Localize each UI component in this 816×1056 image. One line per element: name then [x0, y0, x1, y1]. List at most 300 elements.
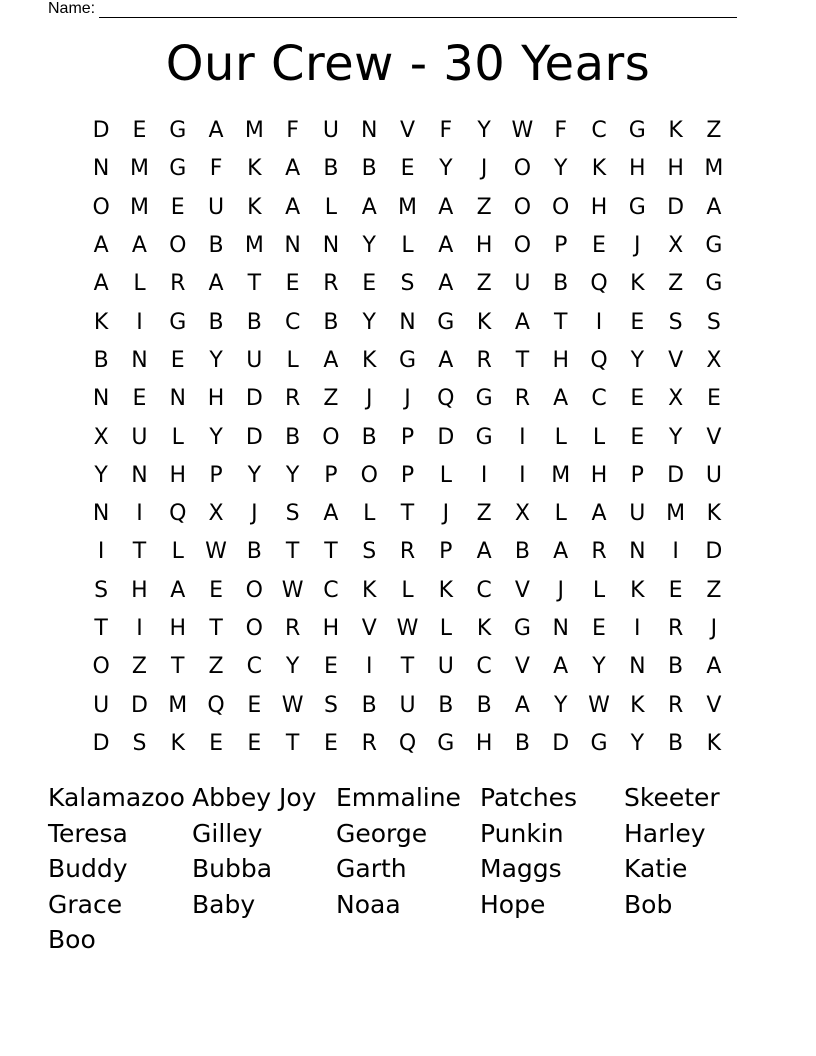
grid-letter[interactable]: B	[285, 424, 301, 450]
grid-letter[interactable]: U	[322, 118, 339, 144]
grid-letter[interactable]: G	[475, 386, 493, 412]
grid-letter[interactable]: B	[553, 271, 569, 297]
grid-letter[interactable]: L	[363, 501, 376, 527]
grid-letter[interactable]: B	[476, 692, 492, 718]
grid-letter[interactable]: S	[362, 539, 377, 565]
grid-letter[interactable]: B	[208, 233, 224, 259]
grid-letter[interactable]: U	[705, 462, 722, 488]
grid-letter[interactable]: Z	[208, 654, 224, 680]
grid-letter[interactable]: K	[476, 309, 492, 335]
grid-letter[interactable]: E	[132, 386, 147, 412]
grid-letter[interactable]: V	[514, 654, 530, 680]
grid-letter[interactable]: Y	[209, 347, 223, 373]
grid-letter[interactable]: M	[129, 156, 149, 182]
grid-letter[interactable]: M	[129, 194, 149, 220]
grid-letter[interactable]: A	[438, 194, 454, 220]
grid-letter[interactable]: N	[169, 386, 186, 412]
grid-letter[interactable]: F	[439, 118, 453, 144]
grid-letter[interactable]: X	[706, 347, 722, 373]
grid-letter[interactable]: M	[244, 233, 264, 259]
grid-letter[interactable]: I	[97, 539, 105, 565]
grid-letter[interactable]: D	[667, 194, 685, 220]
grid-letter[interactable]: A	[170, 577, 186, 603]
grid-letter[interactable]: K	[170, 730, 185, 756]
grid-letter[interactable]: H	[475, 233, 493, 259]
grid-letter[interactable]: G	[169, 118, 187, 144]
grid-letter[interactable]: C	[591, 118, 607, 144]
grid-letter[interactable]: T	[285, 539, 300, 565]
grid-letter[interactable]: H	[667, 156, 684, 182]
grid-letter[interactable]: A	[93, 271, 109, 297]
grid-letter[interactable]: W	[205, 539, 227, 565]
grid-letter[interactable]: E	[285, 271, 300, 297]
grid-letter[interactable]: V	[668, 347, 684, 373]
grid-letter[interactable]: E	[323, 730, 338, 756]
grid-letter[interactable]: O	[169, 233, 187, 259]
grid-letter[interactable]: Z	[131, 654, 147, 680]
grid-letter[interactable]: P	[554, 233, 568, 259]
grid-letter[interactable]: Y	[553, 692, 568, 718]
grid-letter[interactable]: H	[475, 730, 493, 756]
grid-letter[interactable]: Z	[706, 118, 722, 144]
grid-letter[interactable]: F	[286, 118, 299, 144]
grid-letter[interactable]: B	[361, 424, 377, 450]
grid-letter[interactable]: K	[630, 271, 645, 297]
grid-letter[interactable]: B	[361, 156, 377, 182]
grid-letter[interactable]: N	[92, 156, 110, 182]
grid-letter[interactable]: Q	[207, 692, 225, 718]
grid-letter[interactable]: R	[514, 386, 531, 412]
grid-letter[interactable]: S	[706, 309, 721, 335]
grid-letter[interactable]: T	[209, 616, 223, 641]
grid-letter[interactable]: D	[130, 692, 148, 718]
grid-letter[interactable]: P	[324, 462, 338, 488]
grid-letter[interactable]: R	[476, 347, 492, 373]
grid-letter[interactable]: R	[323, 271, 339, 297]
grid-letter[interactable]: N	[322, 233, 340, 259]
grid-letter[interactable]: E	[630, 424, 645, 450]
grid-letter[interactable]: L	[324, 194, 338, 220]
grid-letter[interactable]: N	[131, 462, 148, 488]
grid-letter[interactable]: A	[285, 194, 301, 220]
grid-letter[interactable]: C	[284, 309, 301, 335]
grid-letter[interactable]: O	[552, 194, 570, 220]
grid-letter[interactable]: E	[209, 730, 223, 756]
grid-letter[interactable]: A	[706, 194, 722, 220]
grid-letter[interactable]: G	[513, 616, 531, 641]
grid-letter[interactable]: G	[398, 347, 417, 373]
grid-letter[interactable]: U	[131, 424, 148, 450]
name-write-line[interactable]	[99, 1, 737, 18]
grid-letter[interactable]: U	[514, 271, 531, 297]
grid-letter[interactable]: E	[247, 730, 262, 756]
grid-letter[interactable]: P	[209, 462, 223, 488]
grid-letter[interactable]: L	[592, 577, 606, 603]
grid-letter[interactable]: T	[132, 539, 147, 565]
grid-letter[interactable]: J	[480, 156, 488, 182]
grid-letter[interactable]: E	[400, 156, 415, 182]
grid-letter[interactable]: O	[92, 194, 110, 220]
grid-letter[interactable]: S	[285, 501, 300, 527]
grid-letter[interactable]: L	[554, 424, 567, 450]
grid-letter[interactable]: Q	[398, 730, 417, 756]
grid-letter[interactable]: Q	[590, 271, 608, 297]
grid-letter[interactable]: Y	[553, 156, 568, 182]
grid-letter[interactable]: E	[668, 577, 683, 603]
grid-letter[interactable]: S	[94, 577, 109, 603]
grid-letter[interactable]: D	[92, 118, 110, 144]
grid-letter[interactable]: K	[362, 347, 377, 373]
grid-letter[interactable]: A	[131, 233, 147, 259]
grid-letter[interactable]: U	[629, 501, 646, 527]
grid-letter[interactable]: A	[285, 156, 301, 182]
grid-letter[interactable]: G	[705, 271, 723, 297]
word-list-item: Bubba	[192, 854, 273, 883]
grid-letter[interactable]: N	[92, 386, 110, 412]
grid-letter[interactable]: G	[628, 118, 646, 144]
grid-letter[interactable]: K	[247, 194, 262, 220]
grid-letter[interactable]: J	[251, 501, 258, 527]
grid-letter[interactable]: J	[442, 501, 450, 527]
grid-letter[interactable]: L	[592, 424, 606, 450]
grid-letter[interactable]: G	[705, 233, 723, 259]
grid-letter[interactable]: Q	[437, 386, 455, 412]
grid-letter[interactable]: Y	[439, 156, 453, 182]
grid-letter[interactable]: X	[208, 501, 224, 527]
grid-letter[interactable]: Z	[476, 194, 492, 220]
grid-letter[interactable]: C	[591, 386, 607, 412]
grid-letter[interactable]: Y	[630, 730, 645, 756]
grid-letter[interactable]: J	[710, 616, 718, 641]
grid-letter[interactable]: Y	[247, 462, 262, 488]
word-list-item: Garth	[336, 854, 407, 883]
grid-letter[interactable]: B	[323, 309, 339, 335]
word-list-item: Punkin	[480, 818, 564, 848]
grid-letter[interactable]: Z	[476, 271, 492, 297]
grid-letter[interactable]: O	[245, 616, 263, 641]
grid-letter[interactable]: L	[439, 462, 452, 488]
grid-letter[interactable]: K	[362, 577, 377, 603]
grid-letter[interactable]: W	[588, 692, 610, 718]
grid-letter[interactable]: R	[667, 616, 684, 641]
grid-letter[interactable]: D	[705, 539, 723, 565]
grid-letter[interactable]: B	[668, 654, 684, 680]
grid-letter[interactable]: I	[136, 501, 143, 527]
grid-letter[interactable]: Y	[362, 233, 376, 259]
grid-letter[interactable]: A	[323, 501, 339, 527]
grid-letter[interactable]: B	[246, 309, 262, 335]
grid-letter[interactable]: W	[511, 118, 534, 144]
grid-letter[interactable]: E	[170, 194, 185, 220]
grid-letter[interactable]: E	[592, 233, 606, 259]
grid-letter[interactable]: T	[553, 309, 568, 335]
grid-letter[interactable]: X	[93, 424, 109, 450]
grid-letter[interactable]: A	[208, 271, 224, 297]
grid-letter[interactable]: D	[245, 424, 263, 450]
grid-letter[interactable]: Y	[285, 462, 300, 488]
grid-letter[interactable]: S	[132, 730, 147, 756]
grid-letter[interactable]: D	[92, 730, 110, 756]
grid-letter[interactable]: N	[92, 501, 110, 527]
grid-letter[interactable]: E	[630, 386, 645, 412]
grid-letter[interactable]: N	[360, 118, 378, 144]
grid-letter[interactable]: E	[209, 577, 223, 603]
grid-letter[interactable]: J	[634, 233, 641, 259]
grid-letter[interactable]: E	[170, 347, 185, 373]
grid-letter[interactable]: Z	[706, 577, 722, 603]
grid-letter[interactable]: R	[284, 386, 301, 412]
grid-letter[interactable]: L	[171, 424, 184, 450]
word-list-item: Emmaline	[336, 783, 461, 812]
grid-letter[interactable]: L	[133, 271, 146, 297]
grid-letter[interactable]: O	[513, 156, 532, 182]
grid-letter[interactable]: N	[552, 616, 569, 641]
grid-row	[82, 610, 734, 648]
grid-letter[interactable]: A	[514, 309, 530, 335]
grid-letter[interactable]: K	[706, 501, 722, 527]
grid-letter[interactable]: O	[92, 654, 110, 680]
grid-letter[interactable]: V	[706, 692, 722, 718]
grid-letter[interactable]: N	[629, 654, 646, 680]
grid-letter[interactable]: Y	[668, 424, 683, 450]
grid-letter[interactable]: P	[400, 424, 415, 450]
grid-letter[interactable]: C	[476, 577, 492, 603]
grid-letter[interactable]: A	[476, 539, 492, 565]
grid-letter[interactable]: U	[207, 194, 225, 220]
grid-letter[interactable]: Y	[592, 654, 606, 680]
grid-letter[interactable]: H	[322, 616, 340, 641]
grid-letter[interactable]: E	[323, 654, 338, 680]
grid-letter[interactable]: R	[361, 730, 377, 756]
grid-letter[interactable]: O	[245, 577, 263, 603]
grid-letter[interactable]: M	[551, 462, 571, 488]
grid-letter[interactable]: N	[131, 347, 148, 373]
grid-letter[interactable]: R	[591, 539, 607, 565]
grid-letter[interactable]: Q	[590, 347, 608, 373]
grid-letter[interactable]: H	[590, 462, 608, 488]
grid-letter[interactable]: G	[590, 730, 608, 756]
grid-letter[interactable]: S	[668, 309, 683, 335]
grid-letter[interactable]: W	[281, 692, 304, 718]
grid-letter[interactable]: Z	[476, 501, 492, 527]
grid-letter[interactable]: B	[438, 692, 454, 718]
grid-letter[interactable]: I	[519, 462, 526, 488]
grid-letter[interactable]: H	[207, 386, 225, 412]
grid-letter[interactable]: M	[168, 692, 188, 718]
grid-letter[interactable]: Z	[668, 271, 684, 297]
grid-letter[interactable]: C	[476, 654, 492, 680]
grid-letter[interactable]: W	[396, 616, 419, 641]
grid-letter[interactable]: K	[591, 156, 607, 182]
grid-letter[interactable]: L	[401, 233, 414, 259]
grid-letter[interactable]: U	[399, 692, 416, 718]
grid-letter[interactable]: I	[519, 424, 526, 450]
grid-letter[interactable]: X	[514, 501, 530, 527]
grid-letter[interactable]: L	[401, 577, 414, 603]
grid-letter[interactable]: A	[438, 347, 454, 373]
grid-row	[82, 495, 734, 533]
grid-letter[interactable]: K	[247, 156, 262, 182]
grid-letter[interactable]: B	[514, 730, 530, 756]
grid-letter[interactable]: G	[437, 730, 455, 756]
grid-letter[interactable]: E	[630, 309, 645, 335]
grid-letter[interactable]: I	[136, 616, 143, 641]
grid-letter[interactable]: I	[136, 309, 143, 335]
grid-letter[interactable]: O	[513, 194, 532, 220]
grid-letter[interactable]: E	[247, 692, 262, 718]
grid-letter[interactable]: I	[365, 654, 373, 680]
grid-letter[interactable]: V	[706, 424, 722, 450]
grid-letter[interactable]: J	[404, 386, 411, 412]
grid-letter[interactable]: A	[706, 654, 722, 680]
grid-letter[interactable]: L	[286, 347, 299, 373]
grid-letter[interactable]: D	[437, 424, 455, 450]
grid-letter[interactable]: U	[93, 692, 110, 718]
grid-letter[interactable]: G	[169, 309, 187, 335]
grid-letter[interactable]: P	[439, 539, 453, 565]
grid-letter[interactable]: I	[595, 309, 603, 335]
grid-letter[interactable]: H	[131, 577, 148, 603]
grid-letter[interactable]: P	[630, 462, 644, 488]
grid-letter[interactable]: T	[247, 271, 262, 297]
grid-letter[interactable]: B	[361, 692, 377, 718]
grid-letter[interactable]: X	[668, 233, 684, 259]
grid-letter[interactable]: A	[208, 118, 224, 144]
grid-letter[interactable]: R	[284, 616, 301, 641]
grid-letter[interactable]: M	[244, 118, 264, 144]
grid-letter[interactable]: A	[591, 501, 607, 527]
grid-letter[interactable]: E	[706, 386, 721, 412]
grid-letter[interactable]: D	[667, 462, 685, 488]
grid-letter[interactable]: R	[399, 539, 416, 565]
grid-letter[interactable]: Z	[323, 386, 339, 412]
grid-letter[interactable]: M	[704, 156, 724, 182]
grid-letter[interactable]: P	[400, 462, 415, 488]
grid-letter[interactable]: R	[170, 271, 186, 297]
grid-letter[interactable]: G	[475, 424, 493, 450]
grid-letter[interactable]: F	[209, 156, 223, 182]
grid-letter[interactable]: K	[93, 309, 109, 335]
grid-letter[interactable]: C	[246, 654, 263, 680]
grid-letter[interactable]: I	[672, 539, 679, 565]
grid-letter[interactable]: M	[666, 501, 686, 527]
grid-letter[interactable]: H	[629, 156, 646, 182]
grid-letter[interactable]: A	[438, 233, 454, 259]
grid-letter[interactable]: Q	[169, 501, 187, 527]
grid-letter[interactable]: A	[438, 271, 454, 297]
grid-letter[interactable]: G	[437, 309, 455, 335]
grid-letter[interactable]: Y	[630, 347, 645, 373]
grid-letter[interactable]: B	[93, 347, 109, 373]
grid-letter[interactable]: N	[399, 309, 416, 335]
grid-letter[interactable]: B	[514, 539, 530, 565]
grid-letter[interactable]: I	[634, 616, 641, 641]
grid-letter[interactable]: T	[324, 539, 338, 565]
grid-letter[interactable]: M	[398, 194, 418, 220]
grid-letter[interactable]: Y	[209, 424, 223, 450]
grid-letter[interactable]: B	[668, 730, 684, 756]
grid-letter[interactable]: H	[169, 462, 187, 488]
grid-letter[interactable]: L	[171, 539, 184, 565]
grid-letter[interactable]: T	[400, 501, 415, 527]
grid-letter[interactable]: V	[361, 616, 377, 641]
grid-letter[interactable]: H	[590, 194, 608, 220]
grid-letter[interactable]: A	[514, 692, 530, 718]
grid-letter[interactable]: N	[629, 539, 646, 565]
grid-letter[interactable]: A	[93, 233, 109, 259]
grid-letter[interactable]: A	[553, 654, 569, 680]
grid-letter[interactable]: X	[668, 386, 684, 412]
grid-letter[interactable]: E	[132, 118, 147, 144]
grid-letter[interactable]: K	[476, 616, 492, 641]
grid-letter[interactable]: J	[365, 386, 373, 412]
grid-letter[interactable]: T	[400, 654, 415, 680]
grid-letter[interactable]: G	[169, 156, 187, 182]
grid-letter[interactable]: G	[628, 194, 646, 220]
grid-letter[interactable]: Y	[285, 654, 300, 680]
grid-letter[interactable]: S	[323, 692, 338, 718]
grid-letter[interactable]: D	[245, 386, 263, 412]
grid-letter[interactable]: H	[552, 347, 569, 373]
grid-letter[interactable]: S	[400, 271, 415, 297]
grid-letter[interactable]: K	[438, 577, 454, 603]
grid-row	[82, 150, 734, 188]
grid-letter[interactable]: W	[281, 577, 304, 603]
grid-letter[interactable]: K	[706, 730, 722, 756]
grid-letter[interactable]: Y	[477, 118, 491, 144]
grid-letter[interactable]: O	[513, 233, 532, 259]
grid-letter[interactable]: T	[285, 730, 300, 756]
grid-letter[interactable]: A	[361, 194, 377, 220]
grid-letter[interactable]: E	[362, 271, 377, 297]
grid-letter[interactable]: Y	[94, 462, 108, 488]
grid-letter[interactable]: H	[169, 616, 187, 641]
page-title: Our Crew - 30 Years	[165, 36, 651, 92]
grid-letter[interactable]: B	[208, 309, 224, 335]
grid-letter[interactable]: V	[399, 118, 416, 144]
grid-row	[82, 265, 734, 303]
grid-letter[interactable]: J	[557, 577, 564, 603]
grid-letter[interactable]: A	[553, 539, 569, 565]
grid-letter[interactable]: Y	[362, 309, 376, 335]
grid-letter[interactable]: U	[437, 654, 454, 680]
grid-letter[interactable]: I	[480, 462, 488, 488]
grid-letter[interactable]: K	[630, 692, 645, 718]
grid-letter[interactable]: A	[323, 347, 339, 373]
grid-letter[interactable]: T	[171, 654, 185, 680]
grid-letter[interactable]: U	[246, 347, 263, 373]
grid-letter[interactable]: T	[515, 347, 530, 373]
grid-letter[interactable]: B	[323, 156, 339, 182]
grid-letter[interactable]: L	[554, 501, 567, 527]
grid-letter[interactable]: F	[554, 118, 568, 144]
grid-letter[interactable]: K	[630, 577, 645, 603]
grid-letter[interactable]: T	[94, 616, 108, 641]
grid-letter[interactable]: A	[553, 386, 569, 412]
grid-letter[interactable]: B	[246, 539, 262, 565]
grid-letter[interactable]: N	[284, 233, 301, 259]
grid-letter[interactable]: V	[514, 577, 530, 603]
grid-letter[interactable]: D	[552, 730, 570, 756]
grid-letter[interactable]: E	[592, 616, 606, 641]
grid-letter[interactable]: O	[360, 462, 378, 488]
grid-letter[interactable]: L	[439, 616, 452, 641]
grid-letter[interactable]: O	[322, 424, 340, 450]
grid-letter[interactable]: R	[667, 692, 684, 718]
grid-letter[interactable]: K	[668, 118, 683, 144]
word-list-item: Bob	[624, 889, 673, 919]
grid-letter[interactable]: C	[323, 577, 339, 603]
